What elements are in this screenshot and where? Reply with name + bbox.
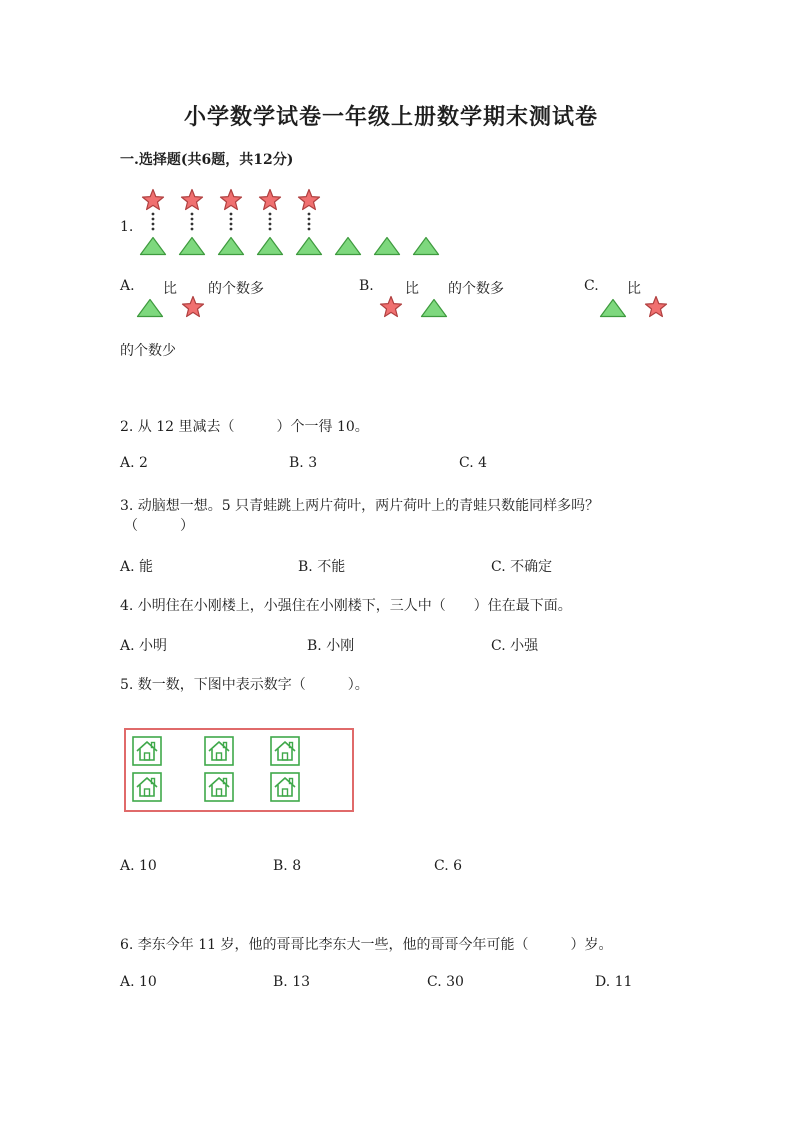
option-a: A. 2 bbox=[120, 455, 148, 471]
house-icon bbox=[204, 736, 234, 766]
triangle-icon bbox=[599, 298, 627, 318]
option-b: B. 3 bbox=[289, 455, 318, 471]
triangle-icon bbox=[217, 236, 245, 256]
star-icon bbox=[644, 295, 668, 319]
dotted-connector bbox=[306, 212, 312, 234]
triangle-icon bbox=[256, 236, 284, 256]
option-a-word: 比 bbox=[163, 281, 177, 297]
star-icon bbox=[219, 188, 243, 212]
question-text: 6. 李东今年 11 岁，他的哥哥比李东大一些，他的哥哥今年可能（ ）岁。 bbox=[120, 937, 613, 953]
option-a: A. 能 bbox=[120, 559, 154, 575]
triangle-icon bbox=[420, 298, 448, 318]
triangle-icon bbox=[136, 298, 164, 318]
star-icon bbox=[141, 188, 165, 212]
house-icon bbox=[132, 772, 162, 802]
star-icon bbox=[180, 188, 204, 212]
star-icon bbox=[297, 188, 321, 212]
page-title: 小学数学试卷一年级上册数学期末测试卷 bbox=[184, 104, 599, 130]
star-icon bbox=[379, 295, 403, 319]
triangle-icon bbox=[373, 236, 401, 256]
triangle-icon bbox=[334, 236, 362, 256]
option-c-letter: C. bbox=[584, 278, 599, 294]
option-b-letter: B. bbox=[359, 278, 374, 294]
option-a: A. 10 bbox=[120, 974, 157, 990]
dotted-connector bbox=[150, 212, 156, 234]
answer-blank: （ ） bbox=[124, 518, 194, 534]
question-text: 5. 数一数，下图中表示数字（ ）。 bbox=[120, 677, 369, 693]
triangle-icon bbox=[139, 236, 167, 256]
option-b: B. 8 bbox=[273, 858, 302, 874]
house-picture-box bbox=[124, 728, 354, 812]
option-c: C. 小强 bbox=[491, 638, 539, 654]
triangle-icon bbox=[178, 236, 206, 256]
triangle-icon bbox=[295, 236, 323, 256]
option-c: C. 不确定 bbox=[491, 559, 553, 575]
option-c: C. 30 bbox=[427, 974, 464, 990]
house-icon bbox=[270, 772, 300, 802]
option-a-tail: 的个数多 bbox=[208, 281, 264, 297]
house-icon bbox=[132, 736, 162, 766]
question-number: 1. bbox=[120, 219, 134, 235]
option-c: C. 4 bbox=[459, 455, 488, 471]
house-icon bbox=[204, 772, 234, 802]
star-icon bbox=[181, 295, 205, 319]
dotted-connector bbox=[228, 212, 234, 234]
question-text: 3. 动脑想一想。5 只青蛙跳上两片荷叶，两片荷叶上的青蛙只数能同样多吗？ bbox=[120, 498, 600, 514]
option-c-word: 比 bbox=[627, 281, 641, 297]
option-c: C. 6 bbox=[434, 858, 463, 874]
section-heading: 一.选择题(共6题，共12分) bbox=[120, 152, 294, 168]
question-text: 4. 小明住在小刚楼上，小强住在小刚楼下，三人中（ ）住在最下面。 bbox=[120, 598, 572, 614]
option-a: A. 小明 bbox=[120, 638, 168, 654]
option-a: A. 10 bbox=[120, 858, 157, 874]
option-b: B. 13 bbox=[273, 974, 311, 990]
triangle-icon bbox=[412, 236, 440, 256]
option-b-word: 比 bbox=[405, 281, 419, 297]
option-b-tail: 的个数多 bbox=[448, 281, 504, 297]
option-d: D. 11 bbox=[595, 974, 633, 990]
option-b: B. 不能 bbox=[298, 559, 346, 575]
house-icon bbox=[270, 736, 300, 766]
dotted-connector bbox=[189, 212, 195, 234]
question-text: 2. 从 12 里减去（ ）个一得 10。 bbox=[120, 419, 369, 435]
star-icon bbox=[258, 188, 282, 212]
option-b: B. 小刚 bbox=[307, 638, 355, 654]
dotted-connector bbox=[267, 212, 273, 234]
option-a-letter: A. bbox=[120, 278, 135, 294]
option-c-continuation: 的个数少 bbox=[120, 343, 176, 359]
